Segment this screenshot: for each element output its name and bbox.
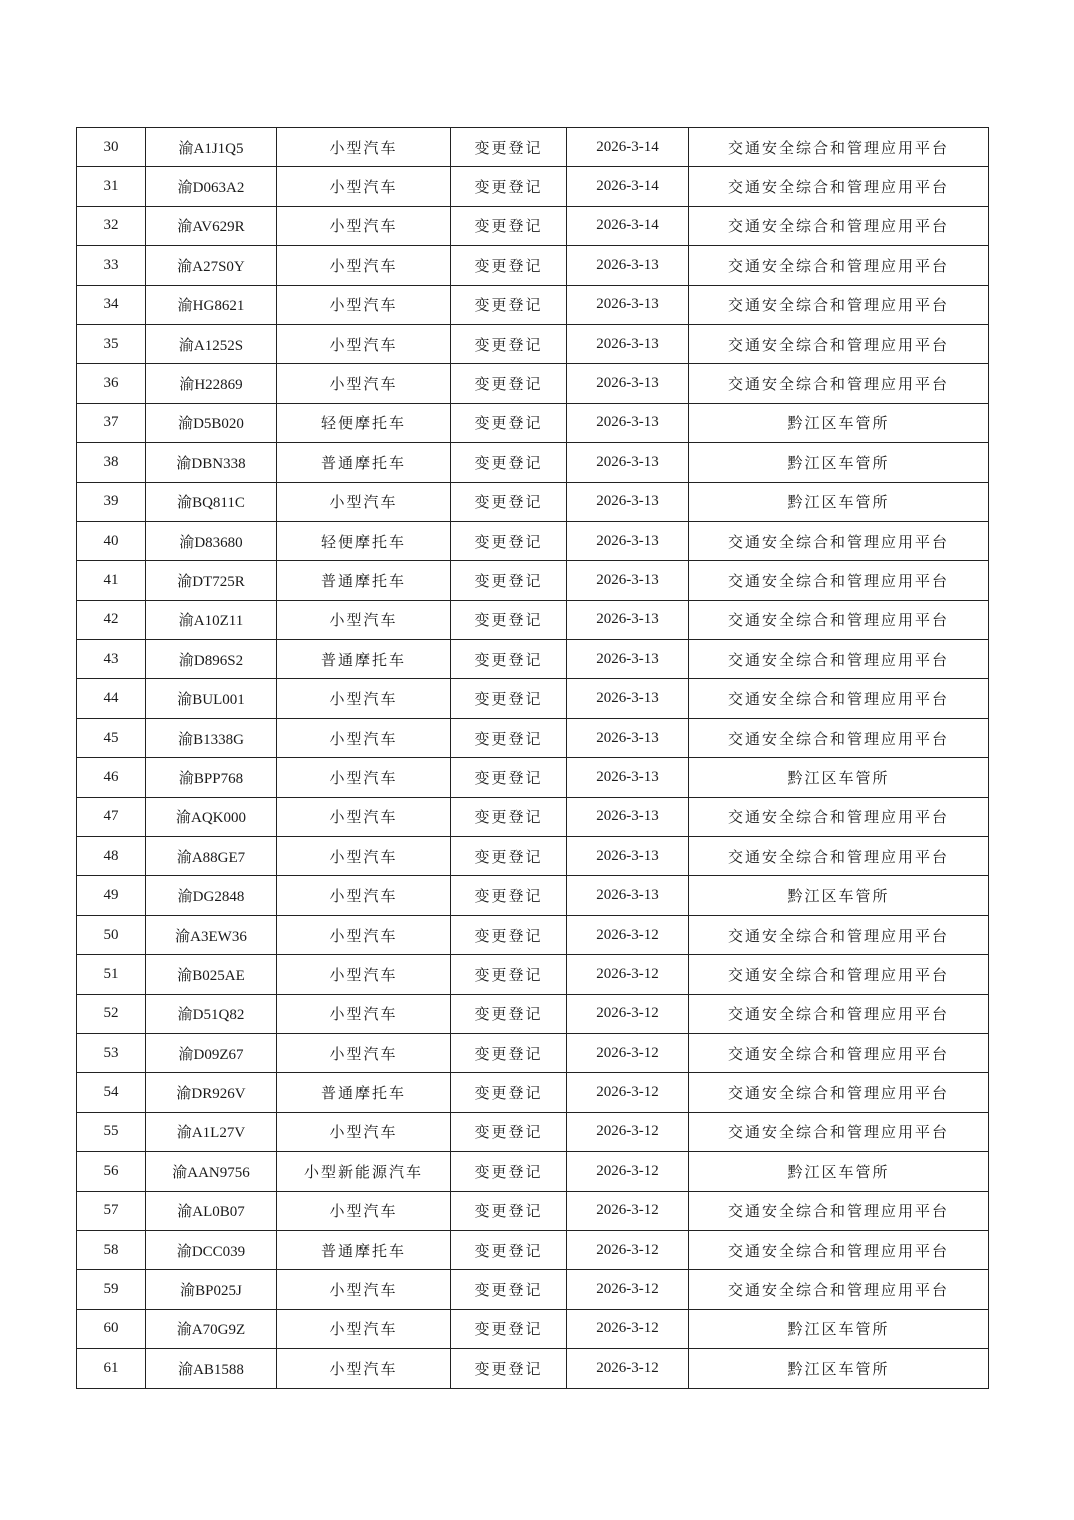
business-type: 变更登记 (451, 167, 567, 206)
row-number: 48 (77, 837, 146, 876)
processing-office: 交通安全综合和管理应用平台 (689, 718, 989, 757)
vehicle-type: 小型汽车 (277, 1270, 451, 1309)
table-row (77, 364, 989, 403)
plate-number: 渝BP025J (146, 1270, 277, 1309)
table-row (77, 521, 989, 560)
plate-number: 渝BUL001 (146, 679, 277, 718)
table-row (77, 797, 989, 836)
vehicle-type: 小型汽车 (277, 1349, 451, 1388)
processing-date: 2026-3-14 (567, 128, 689, 167)
vehicle-type: 小型汽车 (277, 1112, 451, 1151)
plate-number: 渝BPP768 (146, 758, 277, 797)
plate-number: 渝B025AE (146, 955, 277, 994)
table-row (77, 1033, 989, 1072)
row-number: 57 (77, 1191, 146, 1230)
processing-date: 2026-3-12 (567, 1309, 689, 1348)
plate-number: 渝D896S2 (146, 640, 277, 679)
processing-office: 黔江区车管所 (689, 403, 989, 442)
plate-number: 渝AL0B07 (146, 1191, 277, 1230)
processing-date: 2026-3-13 (567, 443, 689, 482)
business-type: 变更登记 (451, 1152, 567, 1191)
processing-office: 黔江区车管所 (689, 482, 989, 521)
vehicle-type: 轻便摩托车 (277, 403, 451, 442)
processing-date: 2026-3-12 (567, 1270, 689, 1309)
processing-office: 交通安全综合和管理应用平台 (689, 797, 989, 836)
plate-number: 渝D83680 (146, 521, 277, 560)
business-type: 变更登记 (451, 285, 567, 324)
table-row (77, 640, 989, 679)
row-number: 35 (77, 324, 146, 363)
processing-date: 2026-3-13 (567, 561, 689, 600)
plate-number: 渝A1252S (146, 324, 277, 363)
vehicle-type: 小型汽车 (277, 1309, 451, 1348)
vehicle-type: 小型汽车 (277, 876, 451, 915)
table-row (77, 285, 989, 324)
business-type: 变更登记 (451, 324, 567, 363)
vehicle-type: 小型汽车 (277, 600, 451, 639)
processing-date: 2026-3-13 (567, 718, 689, 757)
processing-office: 交通安全综合和管理应用平台 (689, 285, 989, 324)
processing-date: 2026-3-13 (567, 837, 689, 876)
processing-office: 交通安全综合和管理应用平台 (689, 1033, 989, 1072)
vehicle-type: 小型汽车 (277, 324, 451, 363)
vehicle-type: 小型汽车 (277, 679, 451, 718)
vehicle-type: 小型汽车 (277, 718, 451, 757)
processing-date: 2026-3-12 (567, 915, 689, 954)
table-row (77, 718, 989, 757)
plate-number: 渝DCC039 (146, 1230, 277, 1269)
processing-office: 黔江区车管所 (689, 876, 989, 915)
plate-number: 渝A10Z11 (146, 600, 277, 639)
table-row (77, 1270, 989, 1309)
vehicle-type: 普通摩托车 (277, 1230, 451, 1269)
processing-date: 2026-3-12 (567, 1112, 689, 1151)
table-row (77, 955, 989, 994)
plate-number: 渝A27S0Y (146, 246, 277, 285)
vehicle-type: 小型汽车 (277, 915, 451, 954)
processing-date: 2026-3-12 (567, 1073, 689, 1112)
table-row (77, 915, 989, 954)
processing-date: 2026-3-13 (567, 876, 689, 915)
row-number: 47 (77, 797, 146, 836)
plate-number: 渝AAN9756 (146, 1152, 277, 1191)
processing-office: 黔江区车管所 (689, 1152, 989, 1191)
registration-table (76, 127, 989, 1389)
business-type: 变更登记 (451, 758, 567, 797)
processing-office: 黔江区车管所 (689, 1349, 989, 1388)
row-number: 58 (77, 1230, 146, 1269)
table-row (77, 837, 989, 876)
business-type: 变更登记 (451, 876, 567, 915)
processing-date: 2026-3-13 (567, 797, 689, 836)
business-type: 变更登记 (451, 364, 567, 403)
processing-office: 交通安全综合和管理应用平台 (689, 1230, 989, 1269)
row-number: 32 (77, 206, 146, 245)
processing-office: 交通安全综合和管理应用平台 (689, 679, 989, 718)
processing-date: 2026-3-13 (567, 521, 689, 560)
row-number: 53 (77, 1033, 146, 1072)
business-type: 变更登记 (451, 797, 567, 836)
business-type: 变更登记 (451, 955, 567, 994)
vehicle-type: 小型汽车 (277, 128, 451, 167)
vehicle-type: 小型汽车 (277, 758, 451, 797)
row-number: 50 (77, 915, 146, 954)
plate-number: 渝AB1588 (146, 1349, 277, 1388)
row-number: 59 (77, 1270, 146, 1309)
plate-number: 渝AV629R (146, 206, 277, 245)
plate-number: 渝DT725R (146, 561, 277, 600)
business-type: 变更登记 (451, 403, 567, 442)
processing-office: 交通安全综合和管理应用平台 (689, 128, 989, 167)
table-row (77, 600, 989, 639)
table-row (77, 1073, 989, 1112)
processing-date: 2026-3-12 (567, 1230, 689, 1269)
table-row (77, 167, 989, 206)
business-type: 变更登记 (451, 1033, 567, 1072)
plate-number: 渝D09Z67 (146, 1033, 277, 1072)
plate-number: 渝A88GE7 (146, 837, 277, 876)
processing-date: 2026-3-13 (567, 640, 689, 679)
vehicle-type: 小型汽车 (277, 246, 451, 285)
processing-office: 交通安全综合和管理应用平台 (689, 994, 989, 1033)
table-row (77, 1230, 989, 1269)
vehicle-type: 小型新能源汽车 (277, 1152, 451, 1191)
business-type: 变更登记 (451, 1112, 567, 1151)
processing-office: 交通安全综合和管理应用平台 (689, 955, 989, 994)
vehicle-type: 小型汽车 (277, 837, 451, 876)
table-row (77, 1349, 989, 1388)
plate-number: 渝A1L27V (146, 1112, 277, 1151)
processing-office: 交通安全综合和管理应用平台 (689, 167, 989, 206)
business-type: 变更登记 (451, 1191, 567, 1230)
table-row (77, 246, 989, 285)
vehicle-type: 小型汽车 (277, 167, 451, 206)
vehicle-type: 普通摩托车 (277, 443, 451, 482)
vehicle-type: 小型汽车 (277, 482, 451, 521)
plate-number: 渝HG8621 (146, 285, 277, 324)
row-number: 36 (77, 364, 146, 403)
business-type: 变更登记 (451, 679, 567, 718)
processing-office: 交通安全综合和管理应用平台 (689, 246, 989, 285)
plate-number: 渝AQK000 (146, 797, 277, 836)
table-row (77, 876, 989, 915)
row-number: 38 (77, 443, 146, 482)
processing-date: 2026-3-13 (567, 324, 689, 363)
business-type: 变更登记 (451, 561, 567, 600)
table-row (77, 994, 989, 1033)
table-row (77, 1112, 989, 1151)
plate-number: 渝D063A2 (146, 167, 277, 206)
row-number: 42 (77, 600, 146, 639)
processing-date: 2026-3-13 (567, 758, 689, 797)
processing-office: 交通安全综合和管理应用平台 (689, 640, 989, 679)
business-type: 变更登记 (451, 206, 567, 245)
table-row (77, 403, 989, 442)
plate-number: 渝B1338G (146, 718, 277, 757)
vehicle-type: 小型汽车 (277, 206, 451, 245)
row-number: 43 (77, 640, 146, 679)
row-number: 44 (77, 679, 146, 718)
row-number: 55 (77, 1112, 146, 1151)
table-row (77, 206, 989, 245)
row-number: 56 (77, 1152, 146, 1191)
business-type: 变更登记 (451, 1309, 567, 1348)
processing-date: 2026-3-12 (567, 994, 689, 1033)
plate-number: 渝BQ811C (146, 482, 277, 521)
row-number: 49 (77, 876, 146, 915)
processing-office: 交通安全综合和管理应用平台 (689, 561, 989, 600)
vehicle-type: 小型汽车 (277, 1191, 451, 1230)
plate-number: 渝DR926V (146, 1073, 277, 1112)
vehicle-type: 普通摩托车 (277, 640, 451, 679)
business-type: 变更登记 (451, 1270, 567, 1309)
processing-date: 2026-3-13 (567, 403, 689, 442)
vehicle-type: 小型汽车 (277, 285, 451, 324)
vehicle-type: 小型汽车 (277, 955, 451, 994)
vehicle-type: 轻便摩托车 (277, 521, 451, 560)
business-type: 变更登记 (451, 600, 567, 639)
business-type: 变更登记 (451, 521, 567, 560)
processing-date: 2026-3-13 (567, 482, 689, 521)
plate-number: 渝DBN338 (146, 443, 277, 482)
processing-date: 2026-3-12 (567, 1033, 689, 1072)
plate-number: 渝A1J1Q5 (146, 128, 277, 167)
table-row (77, 482, 989, 521)
row-number: 34 (77, 285, 146, 324)
processing-office: 交通安全综合和管理应用平台 (689, 206, 989, 245)
plate-number: 渝D5B020 (146, 403, 277, 442)
business-type: 变更登记 (451, 443, 567, 482)
processing-office: 交通安全综合和管理应用平台 (689, 837, 989, 876)
row-number: 30 (77, 128, 146, 167)
processing-office: 黔江区车管所 (689, 443, 989, 482)
processing-date: 2026-3-13 (567, 364, 689, 403)
business-type: 变更登记 (451, 128, 567, 167)
vehicle-type: 普通摩托车 (277, 1073, 451, 1112)
processing-office: 交通安全综合和管理应用平台 (689, 324, 989, 363)
plate-number: 渝DG2848 (146, 876, 277, 915)
registration-table-body (77, 128, 989, 1389)
vehicle-type: 小型汽车 (277, 994, 451, 1033)
row-number: 33 (77, 246, 146, 285)
plate-number: 渝H22869 (146, 364, 277, 403)
business-type: 变更登记 (451, 994, 567, 1033)
row-number: 39 (77, 482, 146, 521)
row-number: 52 (77, 994, 146, 1033)
processing-date: 2026-3-12 (567, 1152, 689, 1191)
business-type: 变更登记 (451, 482, 567, 521)
business-type: 变更登记 (451, 246, 567, 285)
processing-office: 交通安全综合和管理应用平台 (689, 1073, 989, 1112)
processing-date: 2026-3-12 (567, 955, 689, 994)
table-row (77, 561, 989, 600)
processing-date: 2026-3-12 (567, 1349, 689, 1388)
processing-date: 2026-3-12 (567, 1191, 689, 1230)
table-row (77, 1191, 989, 1230)
vehicle-type: 小型汽车 (277, 797, 451, 836)
business-type: 变更登记 (451, 718, 567, 757)
vehicle-type: 小型汽车 (277, 1033, 451, 1072)
plate-number: 渝D51Q82 (146, 994, 277, 1033)
processing-date: 2026-3-13 (567, 679, 689, 718)
table-row (77, 1152, 989, 1191)
table-row (77, 758, 989, 797)
row-number: 41 (77, 561, 146, 600)
row-number: 31 (77, 167, 146, 206)
processing-date: 2026-3-13 (567, 285, 689, 324)
business-type: 变更登记 (451, 1230, 567, 1269)
row-number: 61 (77, 1349, 146, 1388)
row-number: 40 (77, 521, 146, 560)
business-type: 变更登记 (451, 915, 567, 954)
row-number: 54 (77, 1073, 146, 1112)
processing-date: 2026-3-14 (567, 167, 689, 206)
processing-office: 交通安全综合和管理应用平台 (689, 521, 989, 560)
business-type: 变更登记 (451, 1349, 567, 1388)
row-number: 37 (77, 403, 146, 442)
processing-office: 交通安全综合和管理应用平台 (689, 915, 989, 954)
business-type: 变更登记 (451, 640, 567, 679)
table-row (77, 443, 989, 482)
processing-date: 2026-3-14 (567, 206, 689, 245)
vehicle-type: 普通摩托车 (277, 561, 451, 600)
plate-number: 渝A3EW36 (146, 915, 277, 954)
vehicle-type: 小型汽车 (277, 364, 451, 403)
processing-office: 交通安全综合和管理应用平台 (689, 1191, 989, 1230)
table-row (77, 1309, 989, 1348)
row-number: 46 (77, 758, 146, 797)
business-type: 变更登记 (451, 1073, 567, 1112)
processing-office: 交通安全综合和管理应用平台 (689, 1270, 989, 1309)
processing-office: 黔江区车管所 (689, 1309, 989, 1348)
processing-office: 黔江区车管所 (689, 758, 989, 797)
table-row (77, 324, 989, 363)
processing-office: 交通安全综合和管理应用平台 (689, 1112, 989, 1151)
table-row (77, 679, 989, 718)
processing-office: 交通安全综合和管理应用平台 (689, 364, 989, 403)
processing-office: 交通安全综合和管理应用平台 (689, 600, 989, 639)
row-number: 45 (77, 718, 146, 757)
plate-number: 渝A70G9Z (146, 1309, 277, 1348)
row-number: 51 (77, 955, 146, 994)
processing-date: 2026-3-13 (567, 600, 689, 639)
processing-date: 2026-3-13 (567, 246, 689, 285)
table-row (77, 128, 989, 167)
business-type: 变更登记 (451, 837, 567, 876)
row-number: 60 (77, 1309, 146, 1348)
